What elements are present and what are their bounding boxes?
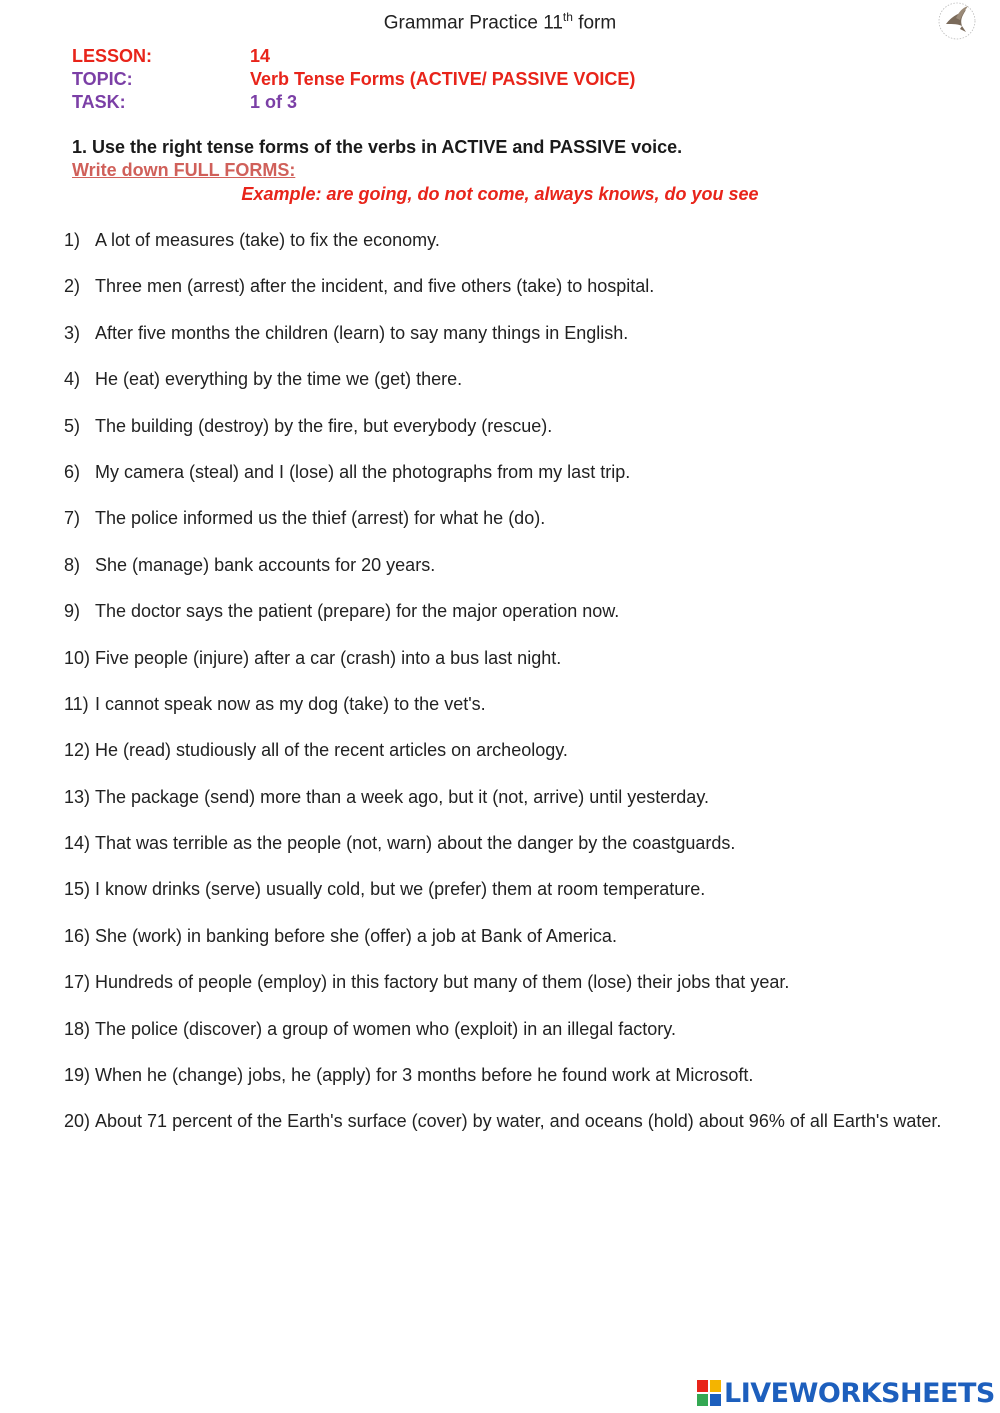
exercise-number: 16) <box>64 925 91 946</box>
liveworksheets-badge-icon <box>697 1380 721 1406</box>
meta-lesson-value: 14 <box>250 46 271 66</box>
meta-topic-value: Verb Tense Forms (ACTIVE/ PASSIVE VOICE) <box>250 69 636 89</box>
exercise-text: When he (change) jobs, he (apply) for 3 months before he found work at Microsoft. <box>95 1065 754 1086</box>
document-title <box>0 10 1000 34</box>
exercise-number: 13) <box>64 786 91 807</box>
badge-square-3 <box>697 1394 708 1406</box>
exercise-item <box>64 600 944 622</box>
exercise-number: 10) <box>64 647 91 668</box>
exercise-item <box>64 647 944 669</box>
exercise-text: He (eat) everything by the time we (get) there. <box>95 369 463 390</box>
full-forms-subheading: Write down FULL FORMS: <box>72 160 296 180</box>
exercise-item <box>64 1064 944 1086</box>
exercise-text: Three men (arrest) after the incident, and five others (take) to hospital. <box>95 276 655 297</box>
exercise-text: Five people (injure) after a car (crash) into a bus last night. <box>95 647 562 668</box>
exercise-item <box>64 1018 944 1040</box>
exercise-list <box>64 229 944 1157</box>
exercise-number: 6) <box>64 461 81 482</box>
exercise-item <box>64 878 944 900</box>
exercise-item <box>64 368 944 390</box>
exercise-item <box>64 786 944 808</box>
title-superscript: th <box>562 10 573 24</box>
exercise-item <box>64 229 944 251</box>
title-text: Grammar Practice 11 <box>383 12 563 34</box>
exercise-number: 14) <box>64 833 91 854</box>
meta-task-row <box>72 91 635 114</box>
exercise-text: I cannot speak now as my dog (take) to the vet's. <box>95 693 486 714</box>
exercise-item <box>64 554 944 576</box>
title-suffix: form <box>572 12 617 34</box>
badge-square-2 <box>710 1380 721 1392</box>
exercise-number: 3) <box>64 322 81 343</box>
exercise-text: The doctor says the patient (prepare) for the major operation now. <box>95 601 620 622</box>
meta-task-value: 1 of 3 <box>250 92 298 112</box>
exercise-item <box>64 415 944 437</box>
meta-lesson-row <box>72 45 635 68</box>
exercise-text: A lot of measures (take) to fix the economy. <box>95 230 440 250</box>
exercise-text: The police (discover) a group of women who (exploit) in an illegal factory. <box>95 1018 676 1039</box>
exercise-text: My camera (steal) and I (lose) all the photographs from my last trip. <box>95 461 631 482</box>
meta-topic-label: TOPIC: <box>72 69 133 89</box>
exercise-number: 17) <box>64 972 91 993</box>
exercise-text: The building (destroy) by the fire, but everybody (rescue). <box>95 415 553 436</box>
exercise-text: She (work) in banking before she (offer) a job at Bank of America. <box>95 925 617 946</box>
exercise-text: About 71 percent of the Earth's surface (cover) by water, and oceans (hold) about 96% of all Earth's water. <box>95 1111 942 1132</box>
exercise-text: I know drinks (serve) usually cold, but we (prefer) them at room temperature. <box>95 879 706 900</box>
exercise-item <box>64 739 944 761</box>
exercise-text: After five months the children (learn) to say many things in English. <box>95 322 629 343</box>
exercise-number: 15) <box>64 879 91 900</box>
exercise-number: 18) <box>64 1018 91 1039</box>
exercise-text: He (read) studiously all of the recent articles on archeology. <box>95 740 568 761</box>
exercise-number: 8) <box>64 554 81 575</box>
lesson-meta <box>72 45 635 114</box>
exercise-number: 20) <box>64 1111 91 1132</box>
exercise-text: She (manage) bank accounts for 20 years. <box>95 554 436 575</box>
exercise-text: Hundreds of people (employ) in this factory but many of them (lose) their jobs that year. <box>95 972 790 993</box>
exercise-item <box>64 971 944 993</box>
liveworksheets-logo <box>697 1376 995 1410</box>
exercise-number: 7) <box>64 508 81 529</box>
exercise-item <box>64 507 944 529</box>
exercise-number: 1) <box>64 230 81 250</box>
badge-square-4 <box>710 1394 721 1406</box>
exercise-number: 9) <box>64 601 81 622</box>
exercise-text: The police informed us the thief (arrest) for what he (do). <box>95 508 546 529</box>
meta-task-label: TASK: <box>72 92 126 112</box>
liveworksheets-brand: LIVEWORKSHEETS <box>724 1377 995 1409</box>
meta-topic-row <box>72 68 635 91</box>
badge-square-1 <box>697 1380 708 1392</box>
task-instruction: 1. Use the right tense forms of the verbs in ACTIVE and PASSIVE voice. <box>72 137 683 157</box>
exercise-item <box>64 275 944 297</box>
exercise-text: The package (send) more than a week ago, but it (not, arrive) until yesterday. <box>95 786 709 807</box>
exercise-item <box>64 693 944 715</box>
meta-lesson-label: LESSON: <box>72 46 153 66</box>
exercise-number: 2) <box>64 276 81 297</box>
exercise-item <box>64 832 944 854</box>
exercise-number: 4) <box>64 369 81 390</box>
exercise-item <box>64 1110 944 1132</box>
exercise-number: 5) <box>64 415 81 436</box>
exercise-item <box>64 461 944 483</box>
example-line: Example: are going, do not come, always knows, do you see <box>241 184 759 204</box>
exercise-item <box>64 925 944 947</box>
bird-logo-icon <box>932 0 982 42</box>
exercise-item <box>64 322 944 344</box>
exercise-number: 19) <box>64 1065 91 1086</box>
exercise-number: 11) <box>64 693 89 714</box>
exercise-number: 12) <box>64 740 91 761</box>
exercise-text: That was terrible as the people (not, warn) about the danger by the coastguards. <box>95 833 736 854</box>
